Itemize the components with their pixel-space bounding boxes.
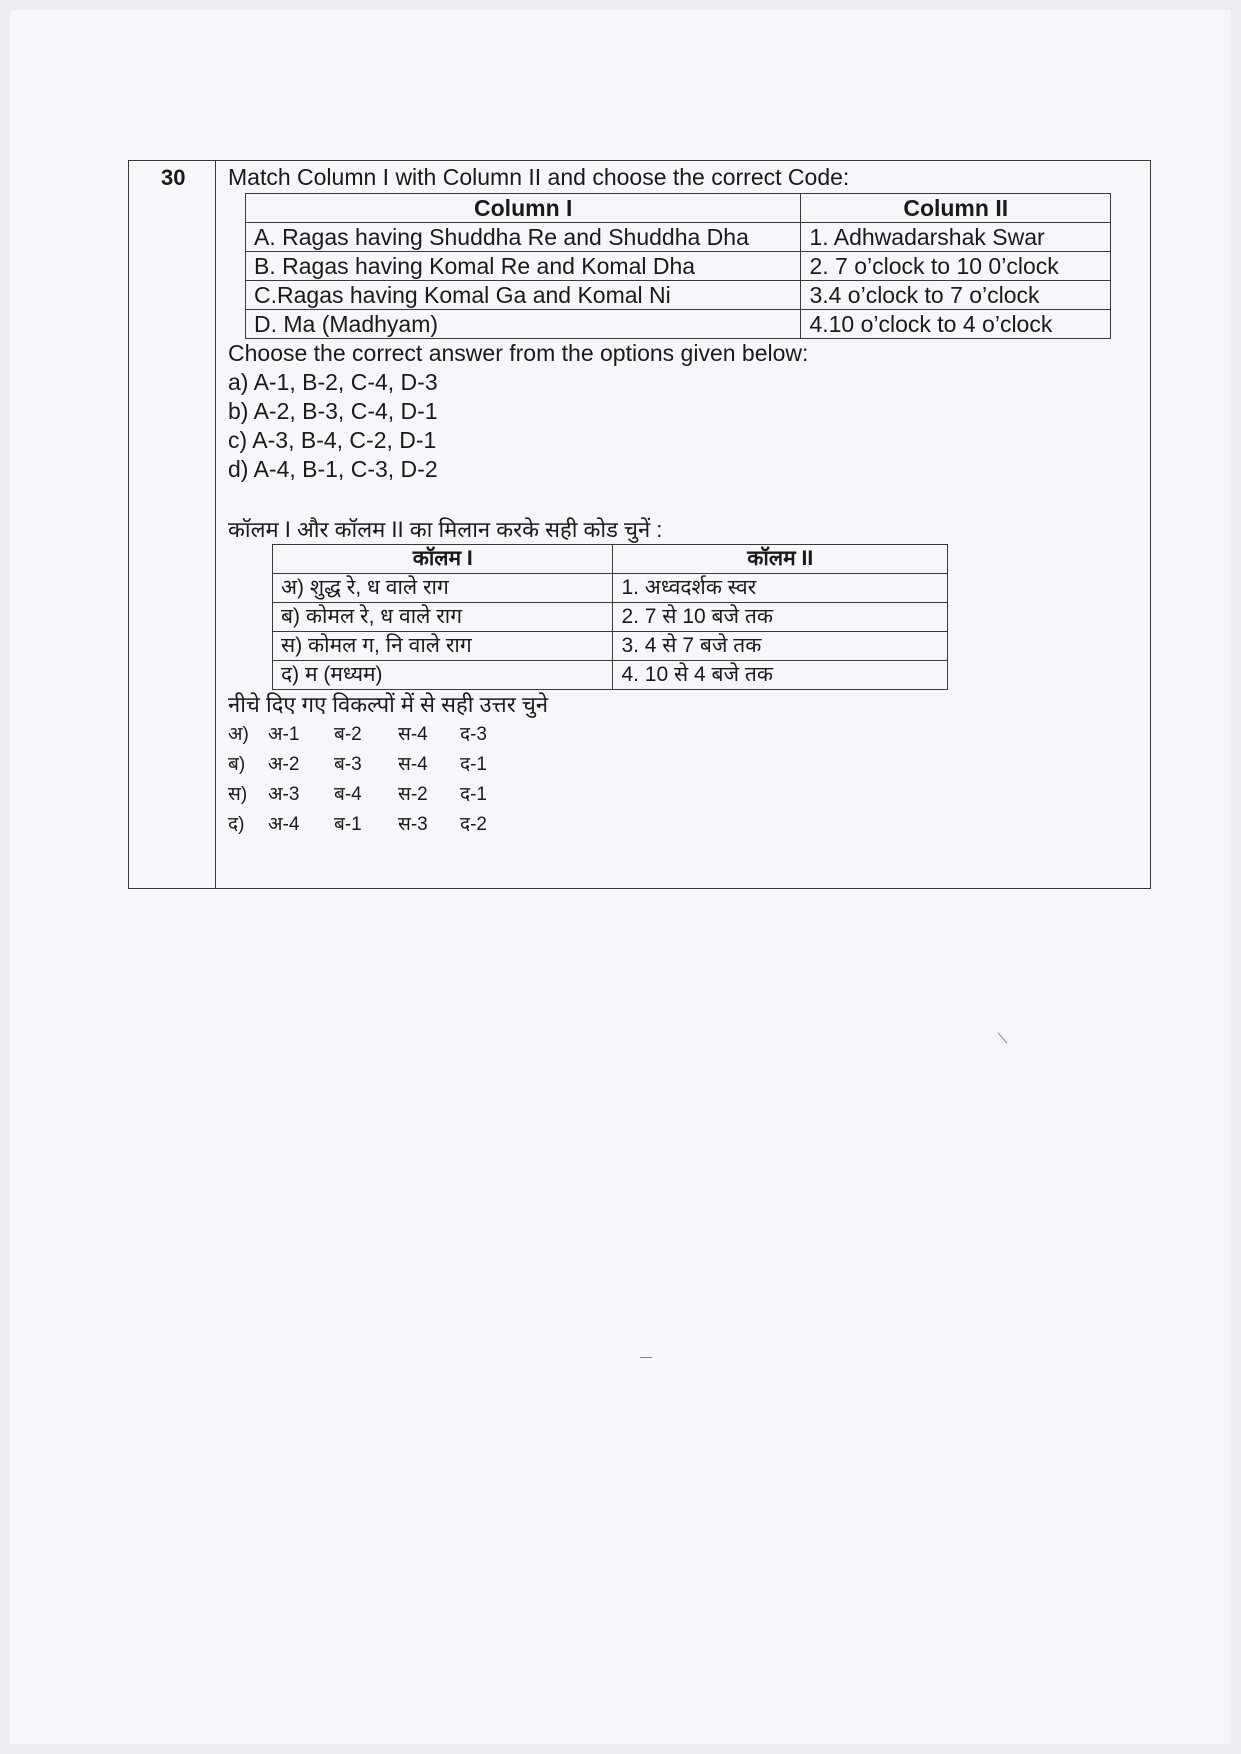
option-a: a) A-1, B-2, C-4, D-3 bbox=[228, 369, 438, 395]
table-cell: 4. 10 से 4 बजे तक bbox=[613, 661, 948, 690]
option-hi-pair: स-3 bbox=[398, 814, 428, 835]
option-hi-pair: द-3 bbox=[460, 724, 487, 745]
option-hi-pair: द-1 bbox=[460, 784, 487, 805]
option-hi-pair: द-1 bbox=[460, 754, 487, 775]
table-row bbox=[246, 252, 1111, 281]
option-hi-pair: अ-3 bbox=[268, 784, 300, 805]
options-prompt-en: Choose the correct answer from the options given below: bbox=[228, 340, 809, 366]
question-prompt-en: Match Column I with Column II and choose the correct Code: bbox=[228, 164, 850, 190]
table-row bbox=[246, 281, 1111, 310]
option-hi-pair: अ-2 bbox=[268, 754, 300, 775]
options-prompt-hi: नीचे दिए गए विकल्पों में से सही उत्तर चुने bbox=[228, 692, 549, 717]
option-hi-label: द) bbox=[228, 814, 245, 835]
table-cell: ब) कोमल रे, ध वाले राग bbox=[273, 603, 613, 632]
option-b: b) A-2, B-3, C-4, D-1 bbox=[228, 398, 438, 424]
question-box bbox=[128, 160, 1151, 889]
column-header: कॉलम II bbox=[613, 545, 948, 574]
option-hi-pair: ब-2 bbox=[334, 724, 362, 745]
table-cell: C.Ragas having Komal Ga and Komal Ni bbox=[246, 281, 801, 310]
option-hi-pair: अ-1 bbox=[268, 724, 300, 745]
table-cell: B. Ragas having Komal Re and Komal Dha bbox=[246, 252, 801, 281]
match-table-en bbox=[245, 193, 1111, 339]
option-hi bbox=[228, 750, 1138, 780]
option-hi-pair: द-2 bbox=[460, 814, 487, 835]
table-row bbox=[273, 574, 948, 603]
column-header: कॉलम I bbox=[273, 545, 613, 574]
table-cell: 2. 7 से 10 बजे तक bbox=[613, 603, 948, 632]
option-hi bbox=[228, 720, 1138, 750]
table-cell: 3. 4 से 7 बजे तक bbox=[613, 632, 948, 661]
table-cell: 3.4 o’clock to 7 o’clock bbox=[801, 281, 1111, 310]
options-en bbox=[228, 339, 1138, 484]
table-row bbox=[273, 603, 948, 632]
question-content bbox=[228, 161, 1138, 840]
option-hi-label: अ) bbox=[228, 724, 249, 745]
table-row bbox=[246, 310, 1111, 339]
table-header-row bbox=[273, 545, 948, 574]
column-header: Column I bbox=[246, 194, 801, 223]
table-row bbox=[273, 632, 948, 661]
table-cell: 4.10 o’clock to 4 o’clock bbox=[801, 310, 1111, 339]
option-hi-label: स) bbox=[228, 784, 248, 805]
option-hi-pair: अ-4 bbox=[268, 814, 300, 835]
paper-smudge bbox=[640, 1357, 652, 1358]
option-hi bbox=[228, 810, 1138, 840]
option-hi-pair: स-4 bbox=[398, 754, 428, 775]
table-cell: A. Ragas having Shuddha Re and Shuddha Dha bbox=[246, 223, 801, 252]
option-hi-pair: ब-1 bbox=[334, 814, 362, 835]
table-cell: 1. अध्वदर्शक स्वर bbox=[613, 574, 948, 603]
question-number: 30 bbox=[161, 165, 186, 190]
option-hi-pair: स-4 bbox=[398, 724, 428, 745]
table-row bbox=[273, 661, 948, 690]
option-hi-pair: ब-3 bbox=[334, 754, 362, 775]
table-cell: D. Ma (Madhyam) bbox=[246, 310, 801, 339]
table-cell: द) म (मध्यम) bbox=[273, 661, 613, 690]
match-table-hi bbox=[272, 544, 948, 690]
option-d: d) A-4, B-1, C-3, D-2 bbox=[228, 456, 438, 482]
question-prompt-hi: कॉलम I और कॉलम II का मिलान करके सही कोड चुनें : bbox=[228, 517, 663, 542]
table-cell: स) कोमल ग, नि वाले राग bbox=[273, 632, 613, 661]
option-c: c) A-3, B-4, C-2, D-1 bbox=[228, 427, 437, 453]
question-number-column bbox=[129, 161, 216, 888]
option-hi-pair: स-2 bbox=[398, 784, 428, 805]
option-hi-label: ब) bbox=[228, 754, 246, 775]
table-header-row bbox=[246, 194, 1111, 223]
option-hi bbox=[228, 780, 1138, 810]
table-cell: अ) शुद्ध रे, ध वाले राग bbox=[273, 574, 613, 603]
option-hi-pair: ब-4 bbox=[334, 784, 362, 805]
table-cell: 1. Adhwadarshak Swar bbox=[801, 223, 1111, 252]
table-cell: 2. 7 o’clock to 10 0’clock bbox=[801, 252, 1111, 281]
column-header: Column II bbox=[801, 194, 1111, 223]
table-row bbox=[246, 223, 1111, 252]
